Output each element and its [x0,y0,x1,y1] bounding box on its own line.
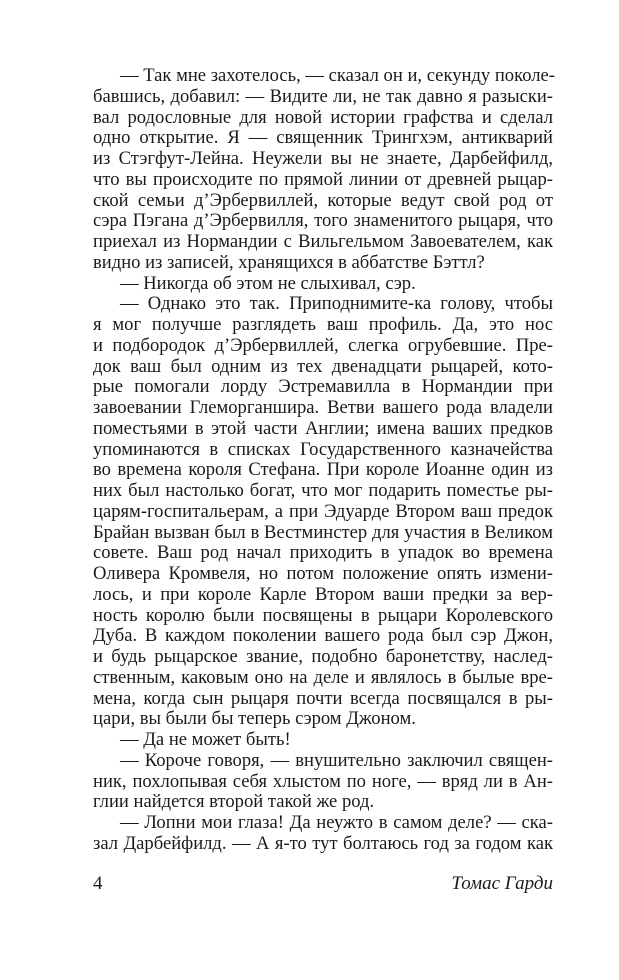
text-line: бавшись, добавил: — Видите ли, не так давно я разыски- [93,85,553,107]
text-line: ность королю были посвящены в рыцари Королевского [93,604,553,626]
text-line: упоминаются в списках Государственного казначейства [93,438,553,460]
text-line: — Однако это так. Приподнимите-ка голову, чтобы [120,293,553,315]
text-line: Дуба. В каждом поколении вашего рода был сэр Джон, [93,625,553,647]
text-line: цари, вы были бы теперь сэром Джоном. [93,708,416,730]
paragraph [93,274,553,295]
text-line: сэра Пэгана д’Эрбервилля, того знаменитого рыцаря, что [93,210,553,232]
text-line: ник, похлопывая себя хлыстом по ноге, — вряд ли в Ан- [93,770,553,792]
text-line: мена, когда сын рыцаря почти всегда посвящался в ры- [93,687,553,709]
paragraph [93,813,553,855]
text-line: вал родословные для новой истории графства и сделал [93,106,553,128]
text-line: лось, и при короле Карле Втором ваши предки за вер- [93,583,553,605]
text-line: зал Дарбейфилд. — А я-то тут болтаюсь год за годом как [93,832,553,854]
text-line: ственным, каковым оно на деле и являлось в былые вре- [93,666,553,688]
text-line: во времена короля Стефана. При короле Иоанне один из [93,459,553,481]
text-line: док ваш был одним из тех двенадцати рыцарей, кото- [93,355,553,377]
body-text [93,66,553,855]
text-line: что вы происходите по прямой линии от древней рыцар- [93,168,553,190]
text-line: завоевании Глеморганшира. Ветви вашего рода владели [93,397,553,418]
page-number: 4 [93,873,103,894]
paragraph [93,730,553,751]
text-line: и будь рыцарское звание, подобно баронетству, наслед- [93,646,553,667]
text-line: видно из записей, хранящихся в аббатстве Бэттл? [93,251,485,273]
text-line: я мог получше разглядеть ваш профиль. Да, это нос [93,314,553,335]
text-line: совете. Ваш род начал приходить в упадок во времена [93,542,553,564]
text-line: — Так мне захотелось, — сказал он и, секунду поколе- [120,65,555,86]
text-line: одно открытие. Я — священник Трингхэм, антикварий [93,127,553,149]
text-line: — Короче говоря, — внушительно заключил священ- [120,749,553,771]
text-line: Оливера Кромвеля, но потом положение опять измени- [93,563,553,584]
paragraph [93,751,553,813]
text-line: Брайан вызван был в Вестминстер для участия в Великом [93,521,553,543]
text-line: них был настолько богат, что мог подарить поместье ры- [93,480,553,501]
text-line: и подбородок д’Эрбервиллей, слегка огрубевшие. Пре- [93,334,553,356]
text-line: рые помогали лорду Эстремавилла в Нормандии при [93,376,553,398]
paragraph [93,294,553,730]
text-line: поместьями в этой части Англии; имена ваших предков [93,417,553,439]
text-line: — Да не может быть! [120,729,291,750]
text-line: царям-госпитальерам, а при Эдуарде Втором ваш предок [93,500,553,522]
text-line: приехал из Нормандии с Вильгельмом Завоевателем, как [93,231,553,252]
text-line: глии найдется второй такой же род. [93,791,375,813]
text-line: — Никогда об этом не слыхивал, сэр. [120,272,416,294]
paragraph [93,66,553,274]
text-line: из Стэгфут-Лейна. Неужели вы не знаете, Дарбейфилд, [93,148,553,169]
running-title: Томас Гарди [451,873,553,894]
text-line: ской семьи д’Эрбервиллей, которые ведут свой род от [93,189,553,211]
text-line: — Лопни мои глаза! Да неужто в самом деле? — ска- [120,812,553,833]
